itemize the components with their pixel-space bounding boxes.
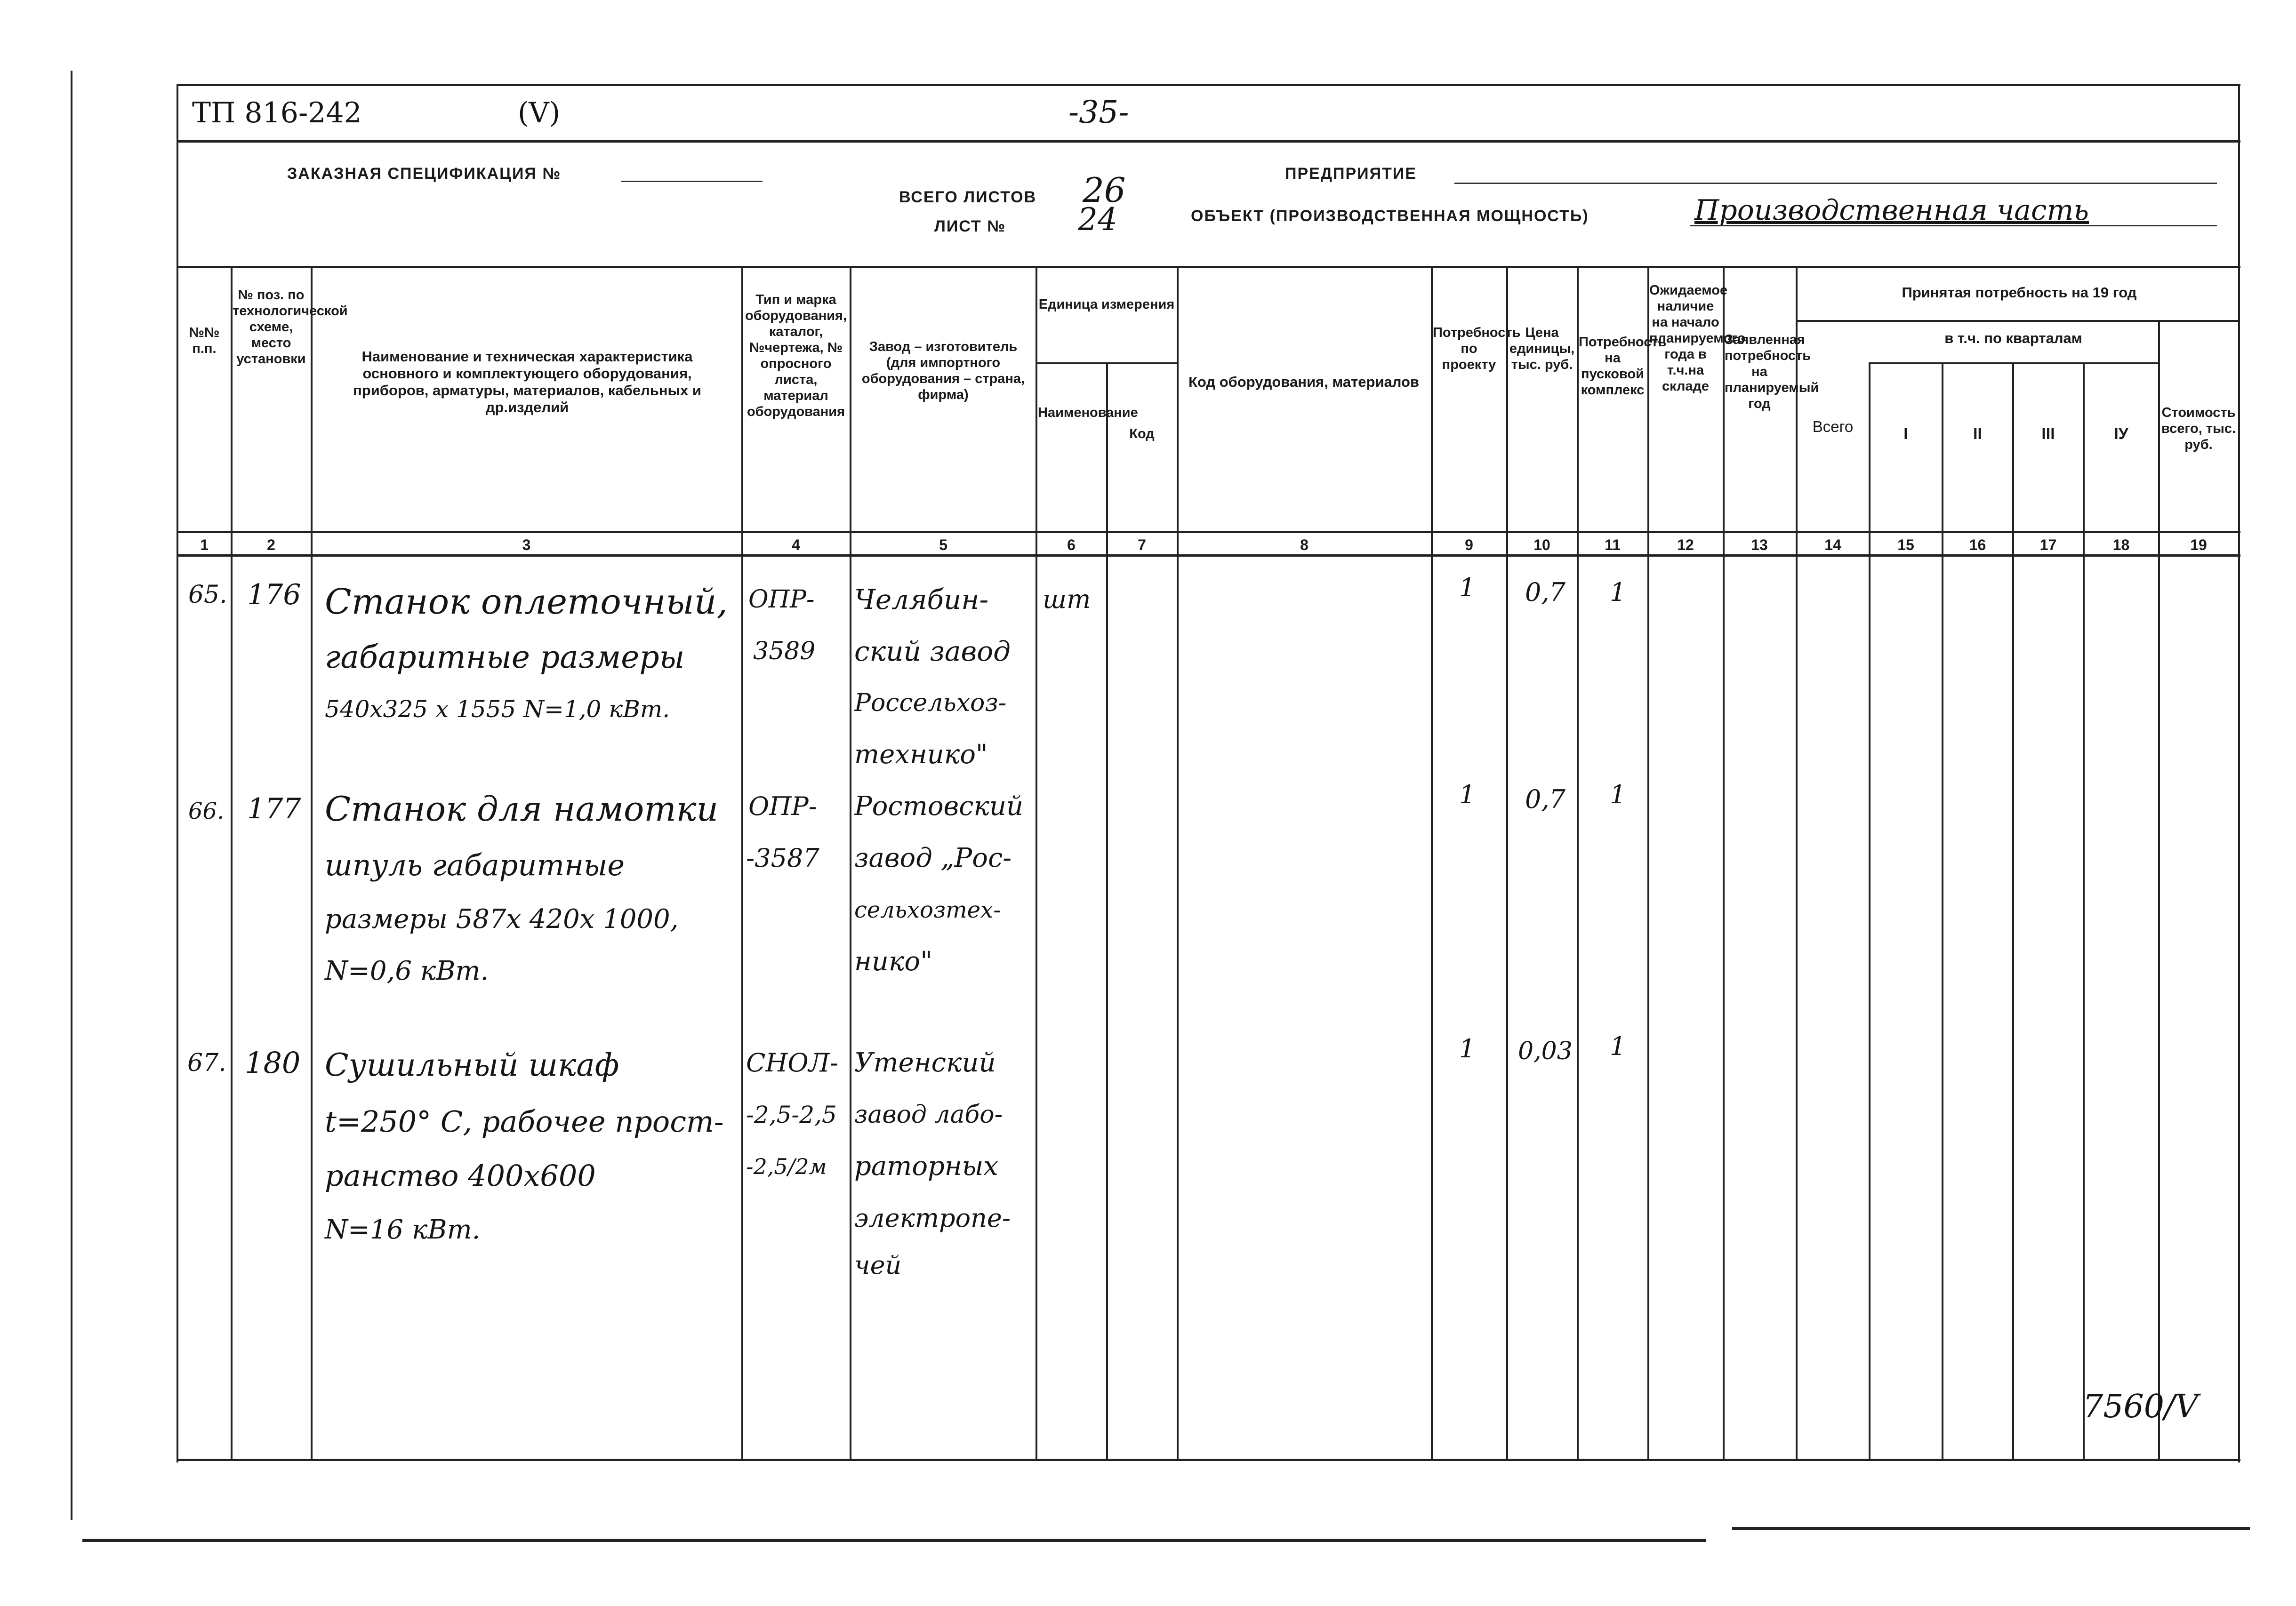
position-number: 176 [247,578,301,611]
col-header-6: Наименование [1038,405,1138,420]
column-number: 9 [1465,536,1473,553]
col-header-3: Наименование и техническая характеристика основного и комплектующего оборудования, приборов, арматуры, материалов, кабельных и др.изделий [353,348,701,415]
type-line: 3589 [753,637,816,665]
sheet-bottom-line-left [82,1539,1706,1542]
column-number: 3 [522,536,531,553]
maker-line: Утенский [854,1047,996,1078]
col-header-12: Ожидаемое наличие на начало планируемого года в т.ч.на складе [1649,283,1746,394]
accepted-group-divider [1796,320,2238,322]
maker-line: Челябин- [854,583,989,615]
item-name-line: ранство 400х600 [325,1159,596,1193]
col-sep [2083,362,2085,1459]
col-header-1: №№ п.п. [189,325,220,356]
qty-project: 1 [1459,573,1476,602]
object-line [1690,225,2217,226]
unit-price: 0,7 [1525,577,1565,607]
type-line: -2,5/2м [746,1154,827,1179]
col-sep [1796,266,1798,1459]
maker-line: Россельхоз- [854,689,1007,717]
row-number: 67. [187,1049,226,1077]
quarter-group-header: в т.ч. по кварталам [1944,330,2082,346]
maker-line: раторных [854,1151,998,1182]
col-sep [311,266,313,1459]
col-header-11: Потребность на пусковой комплекс [1579,335,1667,398]
col-sep [231,266,233,1459]
col-header-7: Код [1129,426,1155,441]
edition-mark: (V) [518,96,561,129]
unit-group-divider [1036,362,1177,364]
unit-name: шт [1043,584,1091,614]
col-header-16: II [1973,425,1982,443]
sheet-label: ЛИСТ № [934,217,1006,235]
col-sep [1577,266,1579,1459]
sheet-value: 24 [1078,201,1117,238]
enterprise-label: ПРЕДПРИЯТИЕ [1285,165,1417,183]
maker-line: завод лабо- [854,1101,1003,1129]
col-header-9: Потребность по проекту [1433,325,1521,372]
type-line: -3587 [746,843,819,873]
title-divider [177,140,2240,143]
column-number: 1 [200,536,209,553]
col-sep [1036,266,1037,1459]
item-name-line: Сушильный шкаф [325,1047,619,1083]
column-number: 8 [1300,536,1309,553]
col-sep [1723,266,1725,1459]
total-sheets-value: 26 [1083,170,1126,210]
item-name-line: 540х325 х 1555 N=1,0 кВт. [325,695,670,723]
col-header-18: IУ [2114,425,2128,443]
qty-launch: 1 [1610,577,1626,607]
col-header-2: № поз. по технологической схеме, место установки [233,288,348,367]
object-label: ОБЪЕКТ (ПРОИЗВОДСТВЕННАЯ МОЩНОСТЬ) [1191,207,1589,225]
col-sep [1869,362,1871,1459]
maker-line: чей [854,1250,902,1280]
col-sep [741,266,743,1459]
maker-line: завод „Рос- [854,843,1012,873]
maker-line: Ростовский [854,791,1024,822]
column-number: 5 [939,536,947,553]
qty-project: 1 [1459,1034,1476,1063]
maker-line: технико" [854,739,988,770]
total-sheets-label: ВСЕГО ЛИСТОВ [899,188,1037,206]
col-header-17: III [2041,425,2055,443]
item-name-line: Станок для намотки [325,789,719,829]
enterprise-line [1454,183,2217,184]
table-header-bottom [177,531,2240,533]
column-number: 19 [2190,536,2207,553]
position-number: 177 [247,792,301,825]
page-number: -35- [1068,94,1129,130]
qty-project: 1 [1459,780,1476,809]
col-header-4: Тип и марка оборудования, каталог, №чертежа, № опросного листа, материал оборудования [745,292,847,419]
col-sep [850,266,851,1459]
quarter-group-divider [1869,362,2158,364]
maker-line: нико" [854,946,932,977]
column-number: 16 [1969,536,1986,553]
frame-left [177,84,178,1462]
table-bottom [177,1459,2240,1461]
archive-mark: 7560/V [2083,1388,2199,1425]
column-number: 2 [267,536,275,553]
col-sep [1106,362,1108,1459]
qty-launch: 1 [1610,780,1626,809]
column-number: 14 [1824,536,1841,553]
col-header-15: I [1903,425,1908,443]
table-header-top [177,266,2240,268]
column-number: 11 [1605,536,1621,553]
column-number: 12 [1677,536,1694,553]
column-number: 10 [1533,536,1550,553]
item-name-line: шпуль габаритные [325,848,625,882]
col-sep [2012,362,2014,1459]
frame-right [2238,84,2240,1462]
document-code: ТП 816-242 [192,96,362,129]
maker-line: ский завод [854,635,1011,667]
column-number-row-bottom [177,554,2240,557]
col-sep [1431,266,1433,1459]
accepted-group-header: Принятая потребность на 19 год [1902,284,2137,301]
position-number: 180 [245,1046,301,1080]
col-header-10: Цена единицы, тыс. руб. [1509,325,1575,372]
maker-line: электропе- [854,1203,1011,1233]
col-header-8: Код оборудования, материалов [1188,374,1420,390]
item-name-line: Станок оплеточный, [325,582,728,622]
type-line: ОПР- [748,791,817,821]
object-value: Производственная часть [1694,194,2089,227]
row-number: 65. [188,581,227,609]
type-line: -2,5-2,5 [746,1101,837,1128]
binding-line [71,71,72,1520]
type-line: СНОЛ- [746,1048,838,1078]
column-number: 7 [1138,536,1146,553]
column-number: 4 [792,536,800,553]
col-header-19: Стоимость всего, тыс. руб. [2161,405,2236,452]
col-header-5: Завод – изготовитель (для импортного оборудования – страна, фирма) [861,339,1025,402]
col-sep [1942,362,1943,1459]
sheet-bottom-line-right [1732,1527,2250,1530]
maker-line: сельхозтех- [854,897,1001,923]
item-name-line: габаритные размеры [325,639,685,675]
row-number: 66. [188,798,225,824]
frame-top [177,84,2240,86]
col-header-14: Всего [1812,418,1854,435]
spec-label: ЗАКАЗНАЯ СПЕЦИФИКАЦИЯ № [287,165,562,183]
column-number: 13 [1751,536,1768,553]
col-header-13: Заявленная потребность на планируемый год [1725,332,1819,411]
column-number: 15 [1897,536,1914,553]
unit-price: 0,7 [1525,784,1565,814]
column-number: 6 [1067,536,1076,553]
qty-launch: 1 [1610,1031,1626,1061]
column-number: 18 [2112,536,2130,553]
item-name-line: N=0,6 кВт. [325,956,489,986]
unit-price: 0,03 [1518,1037,1573,1065]
item-name-line: размеры 587х 420х 1000, [325,904,679,935]
column-number: 17 [2039,536,2057,553]
col-sep [1177,266,1179,1459]
item-name-line: N=16 кВт. [325,1214,481,1245]
item-name-line: t=250° С, рабочее прост- [325,1104,724,1139]
col-sep [1506,266,1508,1459]
unit-group-header: Единица измерения [1038,297,1175,312]
col-sep [2158,320,2160,1459]
col-sep [1647,266,1649,1459]
type-line: ОПР- [748,585,815,614]
spec-number-line [621,181,763,182]
